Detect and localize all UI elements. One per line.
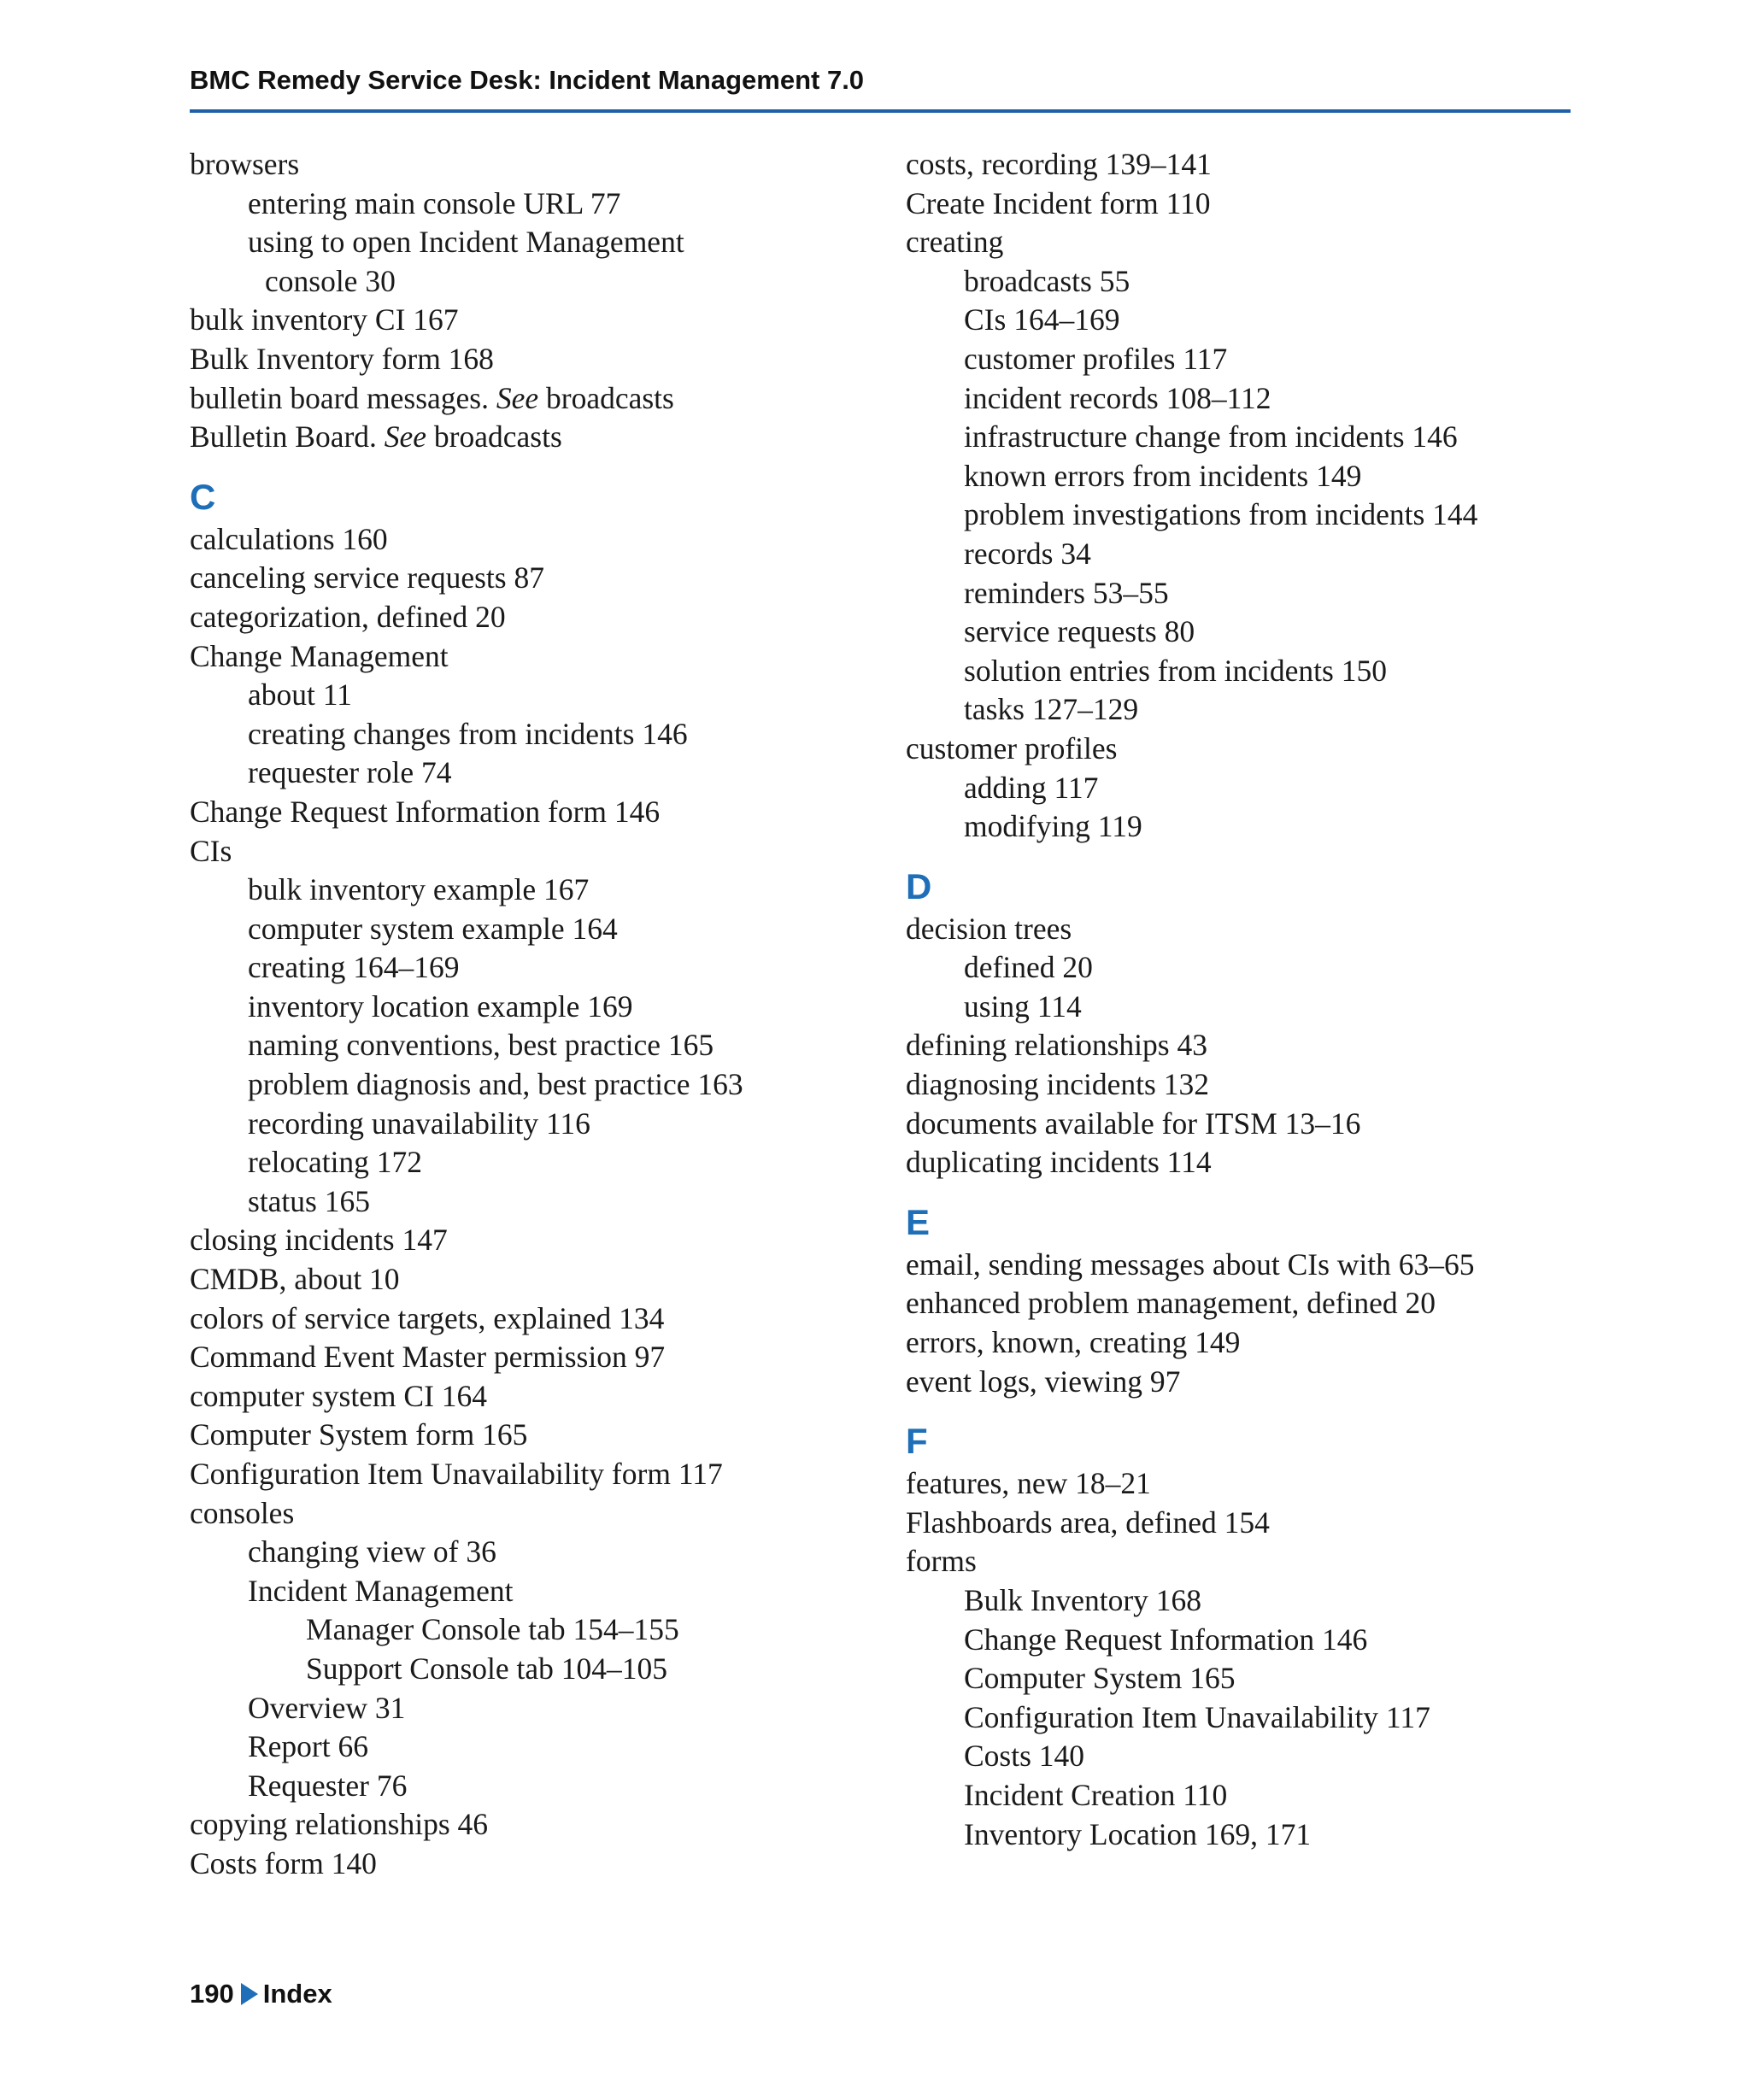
index-subentry: relocating 172: [248, 1145, 423, 1180]
index-entry: creating: [906, 225, 1004, 260]
index-subentry: infrastructure change from incidents 146: [964, 419, 1458, 455]
index-entry: Change Management: [190, 638, 449, 673]
index-entry: customer profiles: [906, 730, 1118, 766]
index-entry: Flashboards area, defined 154: [906, 1505, 1270, 1540]
index-entry: Change Request Information form 146: [190, 794, 661, 829]
index-subentry: changing view of 36: [248, 1534, 496, 1569]
index-entry: [190, 379, 890, 419]
page-header: [190, 62, 1571, 113]
index-subentry: status 165: [248, 1183, 370, 1218]
index-entry: documents available for ITSM 13–16: [906, 1106, 1361, 1141]
index-subentry: computer system example 164: [248, 911, 618, 946]
index-subentry: about 11: [248, 678, 352, 713]
index-entry: canceling service requests 87: [190, 560, 544, 595]
index-entry: diagnosing incidents 132: [906, 1067, 1209, 1102]
section-letter: F: [906, 1421, 928, 1462]
index-entry: event logs, viewing 97: [906, 1364, 1181, 1399]
index-subentry: recording unavailability 116: [248, 1106, 590, 1141]
index-entry: errors, known, creating 149: [906, 1325, 1241, 1360]
index-entry: decision trees: [906, 911, 1072, 946]
index-subentry: Incident Creation 110: [964, 1777, 1228, 1812]
index-entry: costs, recording 139–141: [906, 147, 1212, 181]
index-subentry: requester role 74: [248, 755, 452, 790]
index-entry: Computer System form 165: [190, 1417, 528, 1452]
index-entry: browsers: [190, 147, 300, 181]
index-subentry: problem diagnosis and, best practice 163: [248, 1067, 743, 1102]
see-target: broadcasts: [426, 419, 562, 455]
index-subentry: creating changes from incidents 146: [248, 716, 688, 751]
section-letter: D: [906, 865, 932, 906]
index-subentry: Costs 140: [964, 1739, 1085, 1774]
index-subentry: tasks 127–129: [964, 692, 1139, 727]
index-subentry: Support Console tab 104–105: [306, 1651, 668, 1686]
index-subentry: Configuration Item Unavailability 117: [964, 1699, 1430, 1734]
see-reference: See: [384, 419, 427, 455]
index-subentry: incident records 108–112: [964, 380, 1271, 415]
index-subentry: inventory location example 169: [248, 988, 633, 1024]
entry-text: bulletin board messages.: [190, 380, 496, 415]
index-subentry: service requests 80: [964, 614, 1195, 649]
index-entry: Command Event Master permission 97: [190, 1340, 666, 1375]
index-subentry: Overview 31: [248, 1690, 406, 1725]
index-subentry: modifying 119: [964, 809, 1142, 844]
index-entry: forms: [906, 1544, 977, 1579]
index-subentry: CIs 164–169: [964, 302, 1120, 337]
see-reference: See: [496, 380, 539, 415]
index-entry: copying relationships 46: [190, 1807, 489, 1842]
index-entry: categorization, defined 20: [190, 599, 506, 634]
index-subentry: Report 66: [248, 1729, 368, 1764]
index-subentry: Inventory Location 169, 171: [964, 1816, 1312, 1851]
section-letter: E: [906, 1201, 931, 1242]
index-entry: Bulk Inventory form 168: [190, 341, 494, 376]
index-subentry: adding 117: [964, 770, 1099, 805]
index-column-right: [906, 145, 1589, 1854]
index-subentry: records 34: [964, 536, 1091, 571]
index-column-left: [190, 145, 890, 1884]
index-subentry: creating 164–169: [248, 950, 460, 985]
index-entry: features, new 18–21: [906, 1466, 1151, 1501]
index-subentry: Bulk Inventory 168: [964, 1583, 1202, 1617]
index-subentry: entering main console URL 77: [248, 185, 621, 220]
index-entry: Create Incident form 110: [906, 185, 1211, 220]
right-triangle-icon: [241, 1983, 258, 2005]
index-entry: bulk inventory CI 167: [190, 302, 459, 337]
index-entry: consoles: [190, 1495, 295, 1530]
index-subentry: customer profiles 117: [964, 341, 1228, 376]
index-entry: defining relationships 43: [906, 1028, 1207, 1063]
index-subentry: problem investigations from incidents 144: [964, 497, 1478, 532]
index-subentry: broadcasts 55: [964, 263, 1130, 298]
index-subentry: defined 20: [964, 950, 1093, 985]
running-title: BMC Remedy Service Desk: Incident Management 7.0: [190, 65, 865, 95]
index-subentry: console 30: [265, 263, 396, 298]
index-subentry: Manager Console tab 154–155: [306, 1612, 679, 1647]
index-entry: enhanced problem management, defined 20: [906, 1286, 1436, 1321]
index-entry: duplicating incidents 114: [906, 1145, 1212, 1180]
index-subentry: using 114: [964, 988, 1082, 1024]
section-letter: C: [190, 476, 216, 517]
page-footer: [190, 1979, 332, 2009]
index-subentry: Requester 76: [248, 1768, 408, 1803]
index-entry: CMDB, about 10: [190, 1262, 400, 1297]
footer-section-label: Index: [262, 1979, 332, 2009]
index-entry: Configuration Item Unavailability form 117: [190, 1457, 723, 1491]
index-subentry: using to open Incident Management: [248, 225, 684, 260]
index-subentry: bulk inventory example 167: [248, 872, 590, 907]
page-number: 190: [190, 1979, 234, 2009]
see-target: broadcasts: [538, 380, 674, 415]
index-entry: CIs: [190, 833, 232, 868]
index-entry: email, sending messages about CIs with 63–65: [906, 1247, 1475, 1282]
index-subentry: known errors from incidents 149: [964, 458, 1362, 493]
index-entry: [190, 418, 890, 457]
index-entry: closing incidents 147: [190, 1223, 448, 1258]
index-subentry: Incident Management: [248, 1573, 514, 1608]
index-subentry: reminders 53–55: [964, 575, 1169, 610]
index-subentry: naming conventions, best practice 165: [248, 1028, 714, 1063]
index-entry: computer system CI 164: [190, 1378, 488, 1413]
index-entry: Costs form 140: [190, 1845, 377, 1880]
index-subentry: solution entries from incidents 150: [964, 653, 1387, 688]
entry-text: Bulletin Board.: [190, 419, 385, 455]
index-entry: calculations 160: [190, 521, 388, 556]
index-subentry: Computer System 165: [964, 1661, 1236, 1696]
index-subentry: Change Request Information 146: [964, 1622, 1368, 1657]
index-entry: colors of service targets, explained 134: [190, 1300, 665, 1335]
